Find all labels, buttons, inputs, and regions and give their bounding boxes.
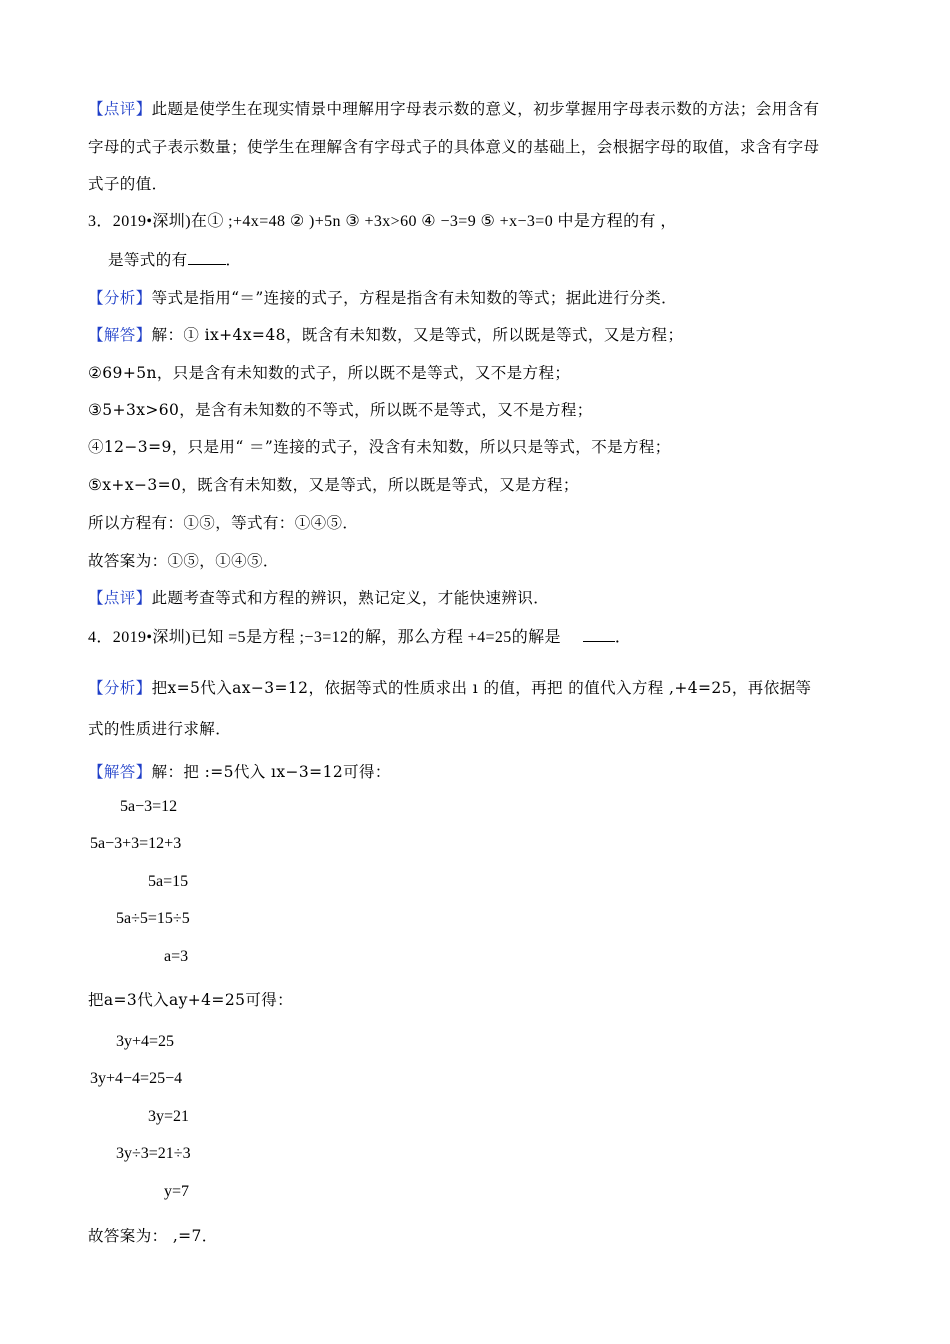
- question-4-period: ．: [614, 629, 632, 646]
- step-a-2: 5a−3+3=12+3: [90, 835, 182, 852]
- q4-answer-intro-text: 解：把 :=5代入 ıx−3=12可得：: [151, 763, 391, 781]
- q3-comment-text: 此题考查等式和方程的辨识，熟记定义，才能快速辨识．: [151, 589, 550, 607]
- q3-answer-line-5: ⑤x+x−3=0，既含有未知数，又是等式，所以既是等式，又是方程；: [88, 476, 579, 494]
- comment-text-1: 此题是使学生在现实情景中理解用字母表示数的意义，初步掌握用字母表示数的方法；会用含有: [151, 100, 820, 118]
- q3-answer-line-1: [88, 324, 683, 346]
- comment-line-1: [88, 98, 819, 120]
- step-y-4: 3y÷3=21÷3: [116, 1145, 191, 1162]
- comment-line-2: 字母的式子表示数量；使学生在理解含有字母式子的具体意义的基础上，会根据字母的取值，求含有字母: [88, 138, 820, 156]
- q3-answer-text-1: 解：① ix+4x=48，既含有未知数，又是等式，所以既是等式，又是方程；: [151, 326, 684, 344]
- answer-tag: 【解答】: [88, 326, 152, 344]
- q4-answer-tag: 【解答】: [88, 763, 152, 781]
- comment-tag: 【点评】: [88, 100, 152, 118]
- q4-answer-blank: [583, 627, 615, 642]
- q3-comment-tag: 【点评】: [88, 589, 152, 607]
- question-4-text: 4．2019•深圳)已知 =5是方程 ;−3=12的解，那么方程 +4=25的解是: [88, 629, 561, 646]
- q4-substitute-line: 把a=3代入ay+4=25可得：: [88, 991, 294, 1009]
- q3-comment-line: [88, 587, 549, 609]
- q4-analysis-line-1: [88, 677, 811, 699]
- step-y-2: 3y+4−4=25−4: [90, 1070, 183, 1087]
- q3-answer-line-7: 故答案为：①⑤，①④⑤．: [88, 552, 279, 570]
- q3-answer-line-4: ④12−3=9，只是用“ ＝”连接的式子，没含有未知数，所以只是等式，不是方程；: [88, 438, 671, 456]
- question-4-line-1: [88, 627, 631, 649]
- q3-answer-line-2: ②69+5n，只是含有未知数的式子，所以既不是等式，又不是方程；: [88, 364, 571, 382]
- step-a-1: 5a−3=12: [120, 798, 178, 815]
- q4-answer-intro: [88, 761, 391, 783]
- question-3-period: ．: [225, 251, 242, 269]
- step-y-5: y=7: [164, 1183, 190, 1200]
- step-a-4: 5a÷5=15÷5: [116, 910, 190, 927]
- answer-blank: [188, 250, 226, 265]
- q3-analysis-line: [88, 287, 677, 309]
- q4-analysis-tag: 【分析】: [88, 679, 152, 697]
- step-y-1: 3y+4=25: [116, 1033, 175, 1050]
- q3-analysis-text: 等式是指用“＝”连接的式子，方程是指含有未知数的等式；据此进行分类．: [151, 289, 678, 307]
- step-y-3: 3y=21: [148, 1108, 190, 1125]
- step-a-3: 5a=15: [148, 873, 189, 890]
- step-a-5: a=3: [164, 948, 189, 965]
- q4-analysis-text-1: 把x=5代入ax−3=12，依据等式的性质求出 ı 的值，再把 的值代入方程 ,+4=25，再依据等: [151, 679, 812, 697]
- q4-analysis-line-2: 式的性质进行求解．: [88, 720, 232, 738]
- comment-line-3: 式子的值．: [88, 175, 168, 193]
- q4-final-answer: 故答案为： ,=7．: [88, 1227, 218, 1245]
- question-3-line-1: 3．2019•深圳)在① ;+4x=48 ② )+5n ③ +3x>60 ④ −3=9 ⑤ +x−3=0 中是方程的有 ，: [88, 213, 677, 230]
- question-3-line-2: [108, 249, 241, 271]
- q3-answer-line-3: ③5+3x>60，是含有未知数的不等式，所以既不是等式，又不是方程；: [88, 401, 593, 419]
- analysis-tag: 【分析】: [88, 289, 152, 307]
- q3-answer-line-6: 所以方程有：①⑤，等式有：①④⑤．: [88, 514, 359, 532]
- question-3-equation-label: 是等式的有: [108, 251, 188, 269]
